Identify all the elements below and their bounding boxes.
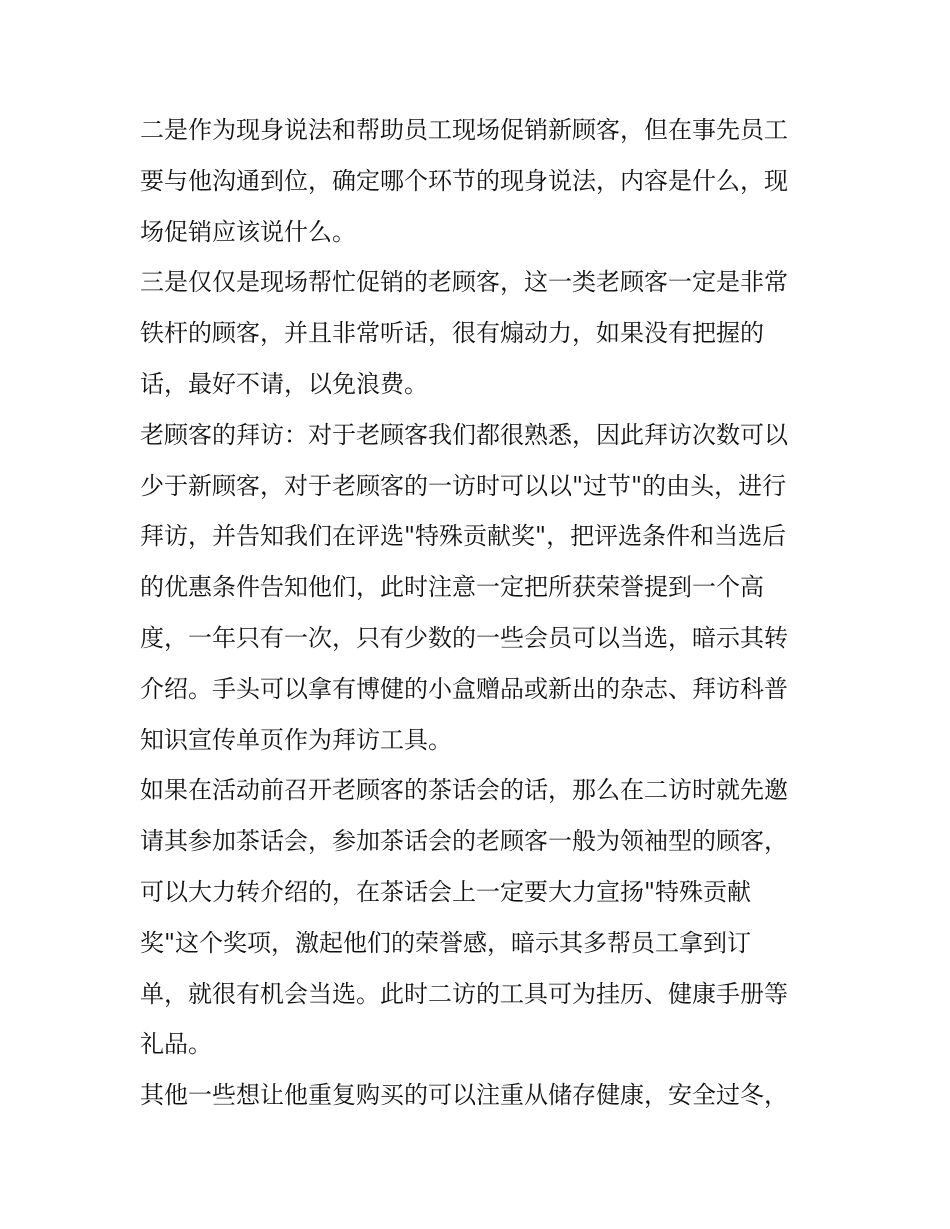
text-line: 场促销应该说什么。 bbox=[140, 217, 356, 246]
text-line: 可以大力转介绍的，在茶话会上一定要大力宣扬"特殊贡献 bbox=[140, 877, 752, 906]
document-body bbox=[140, 105, 820, 1121]
text-line: 要与他沟通到位，确定哪个环节的现身说法，内容是什么，现 bbox=[140, 166, 788, 195]
text-line: 如果在活动前召开老顾客的茶话会的话，那么在二访时就先邀 bbox=[140, 776, 788, 805]
text-line: 奖"这个奖项，激起他们的荣誉感，暗示其多帮员工拿到订 bbox=[140, 928, 752, 957]
text-line: 其他一些想让他重复购买的可以注重从储存健康，安全过冬， bbox=[140, 1081, 788, 1110]
text-line: 少于新顾客，对于老顾客的一访时可以以"过节"的由头，进行 bbox=[140, 471, 787, 500]
text-line: 铁杆的顾客，并且非常听话，很有煽动力，如果没有把握的 bbox=[140, 319, 764, 348]
text-line: 老顾客的拜访：对于老顾客我们都很熟悉，因此拜访次数可以 bbox=[140, 420, 788, 449]
text-line: 度，一年只有一次，只有少数的一些会员可以当选，暗示其转 bbox=[140, 623, 788, 652]
text-line: 拜访，并告知我们在评选"特殊贡献奖"，把评选条件和当选后 bbox=[140, 522, 787, 551]
text-line: 的优惠条件告知他们，此时注意一定把所获荣誉提到一个高 bbox=[140, 573, 764, 602]
text-line: 三是仅仅是现场帮忙促销的老顾客，这一类老顾客一定是非常 bbox=[140, 268, 788, 297]
text-line: 知识宣传单页作为拜访工具。 bbox=[140, 725, 452, 754]
text-line: 请其参加茶话会，参加茶话会的老顾客一般为领袖型的顾客， bbox=[140, 827, 788, 856]
text-line: 单，就很有机会当选。此时二访的工具可为挂历、健康手册等 bbox=[140, 979, 788, 1008]
text-line: 礼品。 bbox=[140, 1030, 212, 1059]
text-line: 二是作为现身说法和帮助员工现场促销新顾客，但在事先员工 bbox=[140, 116, 788, 144]
text-line: 话，最好不请，以免浪费。 bbox=[140, 369, 428, 398]
text-line: 介绍。手头可以拿有博健的小盒赠品或新出的杂志、拜访科普 bbox=[140, 674, 788, 703]
